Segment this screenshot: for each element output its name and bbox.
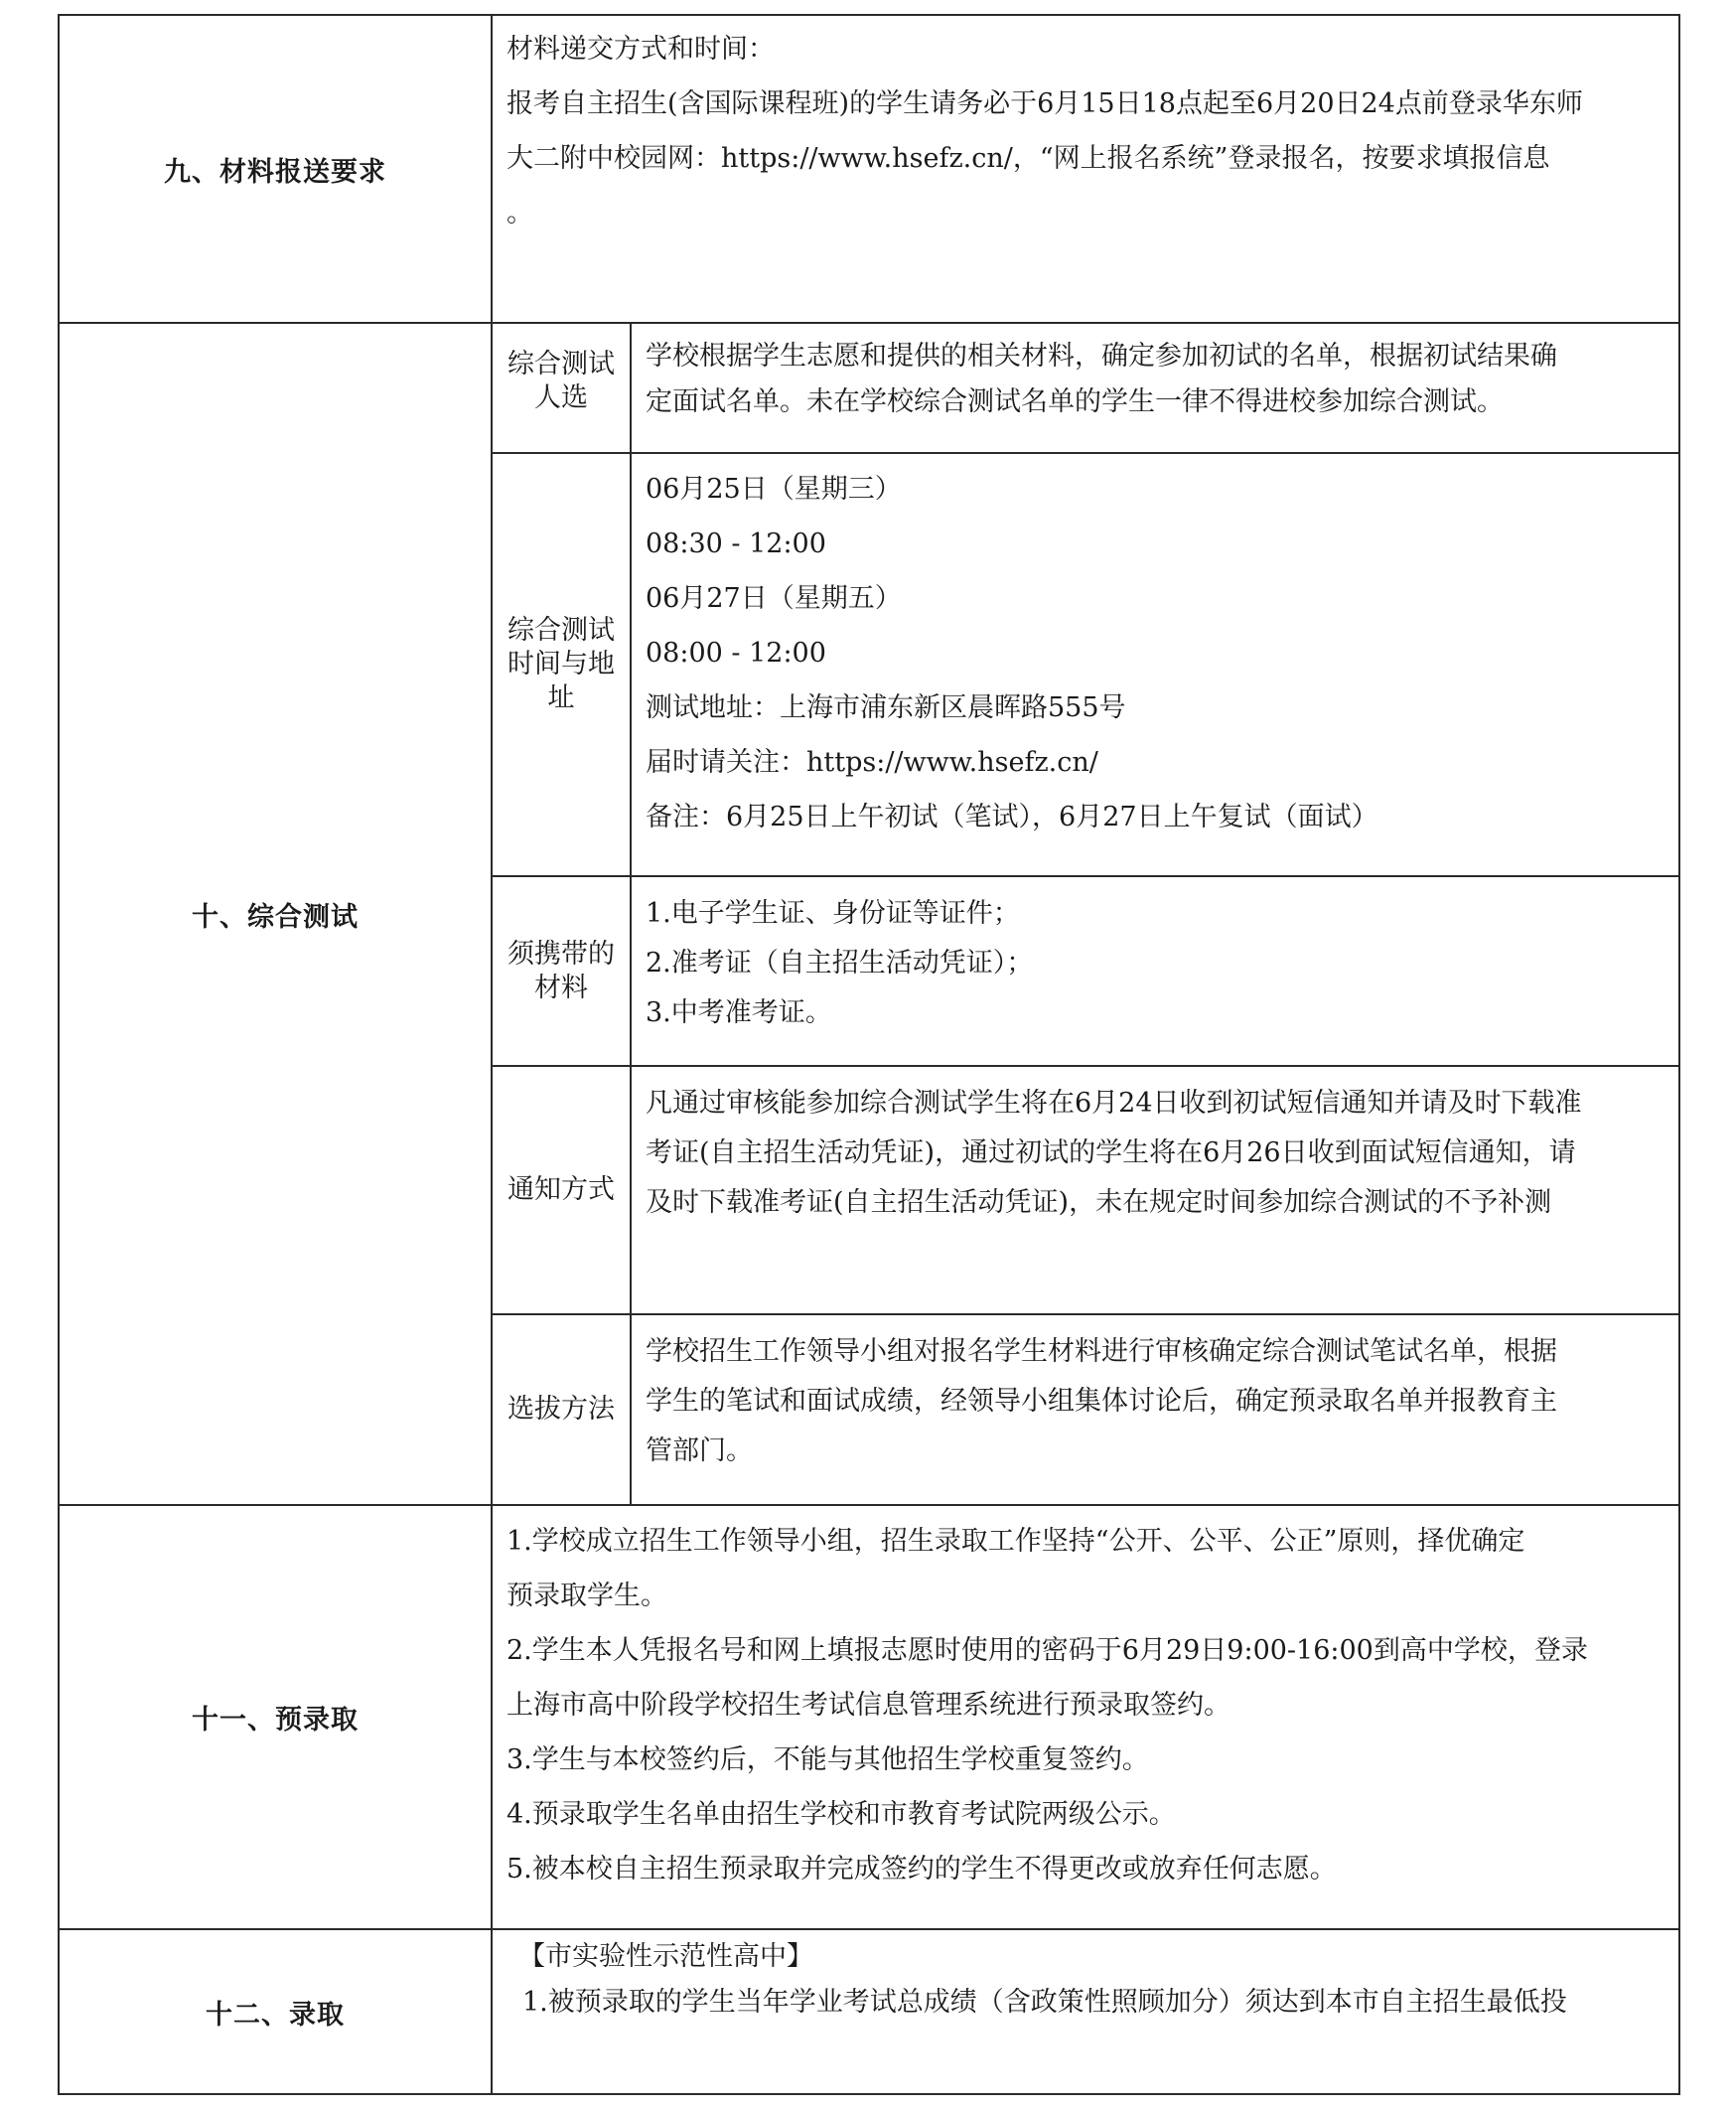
admission-content xyxy=(492,1929,1679,2094)
test-candidates-label: 综合测试人选 xyxy=(492,323,631,453)
preadmission-row xyxy=(59,1505,1679,1929)
test-selection-content xyxy=(631,1314,1679,1505)
test-selection-line: 学生的笔试和面试成绩，经领导小组集体讨论后，确定预录取名单并报教育主 xyxy=(646,1386,1557,1417)
test-schedule-label: 综合测试时间与地址 xyxy=(492,453,631,876)
document-page xyxy=(58,14,1678,2098)
admission-title: 十二、录取 xyxy=(59,1929,492,2094)
test-selection-line: 学校招生工作领导小组对报名学生材料进行审核确定综合测试笔试名单，根据 xyxy=(646,1336,1557,1367)
test-row-candidates xyxy=(59,323,1679,453)
test-schedule-content xyxy=(631,453,1679,876)
preadmission-line: 3.学生与本校签约后，不能与其他招生学校重复签约。 xyxy=(506,1744,1149,1775)
test-address: 测试地址：上海市浦东新区晨晖路555号 xyxy=(646,692,1126,723)
test-materials-item: 3.中考准考证。 xyxy=(646,997,832,1028)
preadmission-title: 十一、预录取 xyxy=(59,1505,492,1929)
test-notice-line: 考证(自主招生活动凭证)，通过初试的学生将在6月26日收到面试短信通知，请 xyxy=(646,1137,1576,1168)
admission-row xyxy=(59,1929,1679,2094)
test-website: 届时请关注：https://www.hsefz.cn/ xyxy=(646,747,1098,778)
test-title: 十、综合测试 xyxy=(59,323,492,1505)
test-notice-content xyxy=(631,1066,1679,1314)
materials-title: 九、材料报送要求 xyxy=(59,15,492,323)
preadmission-line: 2.学生本人凭报名号和网上填报志愿时使用的密码于6月29日9:00-16:00到高中学校，登录 xyxy=(506,1635,1588,1666)
preadmission-line: 预录取学生。 xyxy=(506,1581,667,1611)
test-candidates-content xyxy=(631,323,1679,453)
test-candidates-line: 定面试名单。未在学校综合测试名单的学生一律不得进校参加综合测试。 xyxy=(646,386,1504,417)
preadmission-line: 5.被本校自主招生预录取并完成签约的学生不得更改或放弃任何志愿。 xyxy=(506,1854,1337,1885)
test-time-2: 08:00 - 12:00 xyxy=(646,638,826,669)
materials-line: 报考自主招生(含国际课程班)的学生请务必于6月15日18点起至6月20日24点前登录华东师 xyxy=(506,88,1583,119)
materials-line: 大二附中校园网：https://www.hsefz.cn/，“网上报名系统”登录报名，按要求填报信息 xyxy=(506,143,1550,174)
test-materials-item: 1.电子学生证、身份证等证件； xyxy=(646,898,1020,929)
test-notice-line: 及时下载准考证(自主招生活动凭证)，未在规定时间参加综合测试的不予补测 xyxy=(646,1187,1552,1218)
test-date-2: 06月27日（星期五） xyxy=(646,583,902,614)
test-selection-label: 选拔方法 xyxy=(492,1314,631,1505)
admission-heading: 【市实验性示范性高中】 xyxy=(518,1941,813,1972)
preadmission-content xyxy=(492,1505,1679,1929)
preadmission-line: 1.学校成立招生工作领导小组，招生录取工作坚持“公开、公平、公正”原则，择优确定 xyxy=(506,1526,1525,1557)
materials-line: 。 xyxy=(506,198,533,228)
preadmission-line: 上海市高中阶段学校招生考试信息管理系统进行预录取签约。 xyxy=(506,1690,1230,1721)
test-time-1: 08:30 - 12:00 xyxy=(646,528,826,559)
materials-line: 材料递交方式和时间： xyxy=(506,34,775,65)
test-materials-item: 2.准考证（自主招生活动凭证）； xyxy=(646,948,1034,979)
admission-info-table xyxy=(58,14,1680,2095)
admission-line: 1.被预录取的学生当年学业考试总成绩（含政策性照顾加分）须达到本市自主招生最低投 xyxy=(522,1987,1567,2018)
preadmission-line: 4.预录取学生名单由招生学校和市教育考试院两级公示。 xyxy=(506,1799,1176,1830)
test-candidates-line: 学校根据学生志愿和提供的相关材料，确定参加初试的名单，根据初试结果确 xyxy=(646,341,1557,372)
materials-content xyxy=(492,15,1679,323)
test-note: 备注：6月25日上午初试（笔试），6月27日上午复试（面试） xyxy=(646,802,1378,832)
test-notice-line: 凡通过审核能参加综合测试学生将在6月24日收到初试短信通知并请及时下载准 xyxy=(646,1088,1582,1119)
test-materials-label: 须携带的材料 xyxy=(492,876,631,1066)
test-date-1: 06月25日（星期三） xyxy=(646,474,902,505)
test-selection-line: 管部门。 xyxy=(646,1435,753,1466)
test-notice-label: 通知方式 xyxy=(492,1066,631,1314)
materials-row xyxy=(59,15,1679,323)
test-materials-content xyxy=(631,876,1679,1066)
